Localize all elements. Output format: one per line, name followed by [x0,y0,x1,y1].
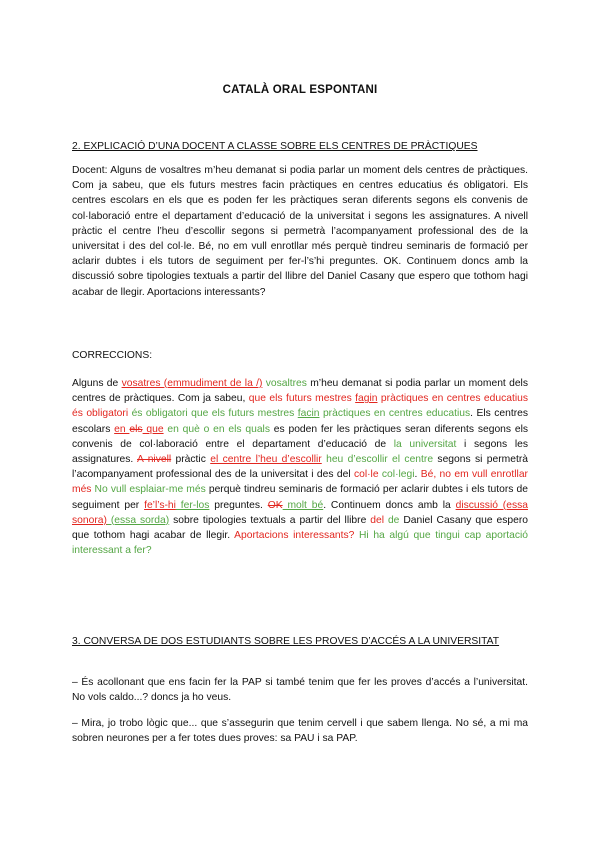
corr-fix: heu d’escollir el centre [321,454,434,466]
corr-error: el centre l’heu d’escollir [210,454,322,466]
corr-fix: vosaltres [262,378,307,389]
corr-error: discussió (essa sonora) [72,499,528,526]
corr-fix: és obligatori que els futurs mestres [128,408,298,420]
corr-fix: de [384,514,400,526]
corr-fix: molt bé [282,499,324,511]
corr-fix: (essa sorda) [106,514,170,526]
section-2-paragraph: Docent: Alguns de vosaltres m’heu demanat si podia parlar un moment dels centres de pràctiques. Com ja sabeu, que els futurs mestres facin pràctiques en centres educatius és obligatori. Els centres escolars en els que es poden fer les pràctiques seran diferents segons els convenis de col·laboració entre el departament d’educació de la universitat i segons les assignatures. A nivell pràctic el centre l’heu d’escollir segons si permetrà l’acompanyament professional des de la universitat i des del col·le. Bé, no em vull enrotllar més perquè tindreu seminaris de formació per aclarir dubtes i els tutors de seguiment per fer-l’s’hi preguntes. OK. Continuem doncs amb la discussió sobre tipologies textuals a partir del llibre del Daniel Casany que espero que tothom hagi acabar de llegir. Aportacions interessants? [72,165,528,298]
corr-text: sobre tipologies textuals a partir del llibre [169,514,371,526]
corr-text: i segons les assignatures. [72,438,528,466]
corr-error: fagin [355,393,378,405]
corrections-label: CORRECCIONS: [72,350,153,361]
corr-text: preguntes. [209,499,268,511]
corr-text: . [414,469,421,481]
corr-fix: fer-los [175,499,210,511]
corr-error: del [370,514,384,526]
corr-text: segons si permetrà l’acompanyament professional des de la universitat i des del [72,454,528,481]
corr-error: col·le [353,469,379,481]
corr-error: vosatres (emmudiment de la /) [121,378,263,389]
corr-error: els [129,423,143,435]
corr-text: pràctic [171,454,211,466]
corr-error: Aportacions interessants? [234,530,355,542]
corr-error: en [114,423,130,435]
corr-text: Alguns de [72,378,122,389]
section-3-heading: 3. CONVERSA DE DOS ESTUDIANTS SOBRE LES PROVES D’ACCÉS A LA UNIVERSITAT [72,636,500,647]
corr-text: m’heu demanat si podia parlar un moment dels centres de pràctiques. Com ja sabeu, [72,378,528,405]
corr-text: perquè tindreu seminaris de formació per aclarir dubtes i els tutors de seguiment per [72,484,528,511]
corr-fix: No vull esplaiar-me més [91,484,206,496]
corr-error: OK [267,499,283,511]
dialogue-line-2: – Mira, jo trobo lògic que... que s’assegurin que tenim cervell i que sabem llenga. No sé, a mi ma sobren neurones per a fer totes dues proves: sa PAU i sa PAP. [72,718,528,745]
corr-error: que els futurs mestres [248,393,356,405]
corr-error: pràctiques en centres educatius és obligatori [72,393,528,420]
corr-error: Bé, no em vull enrotllar més [72,469,528,496]
corr-fix: pràctiques en centres educatius [319,408,471,420]
section-2-heading: 2. EXPLICACIÓ D’UNA DOCENT A CLASSE SOBRE ELS CENTRES DE PRÀCTIQUES [72,141,478,152]
corr-error: que [142,423,164,435]
corr-fix: en què o en els quals [163,423,270,435]
corr-fix: Hi ha algú que tingui cap aportació interessant a fer? [72,530,529,557]
corr-fix: la universitat [393,438,457,450]
corr-fix: facin [297,408,320,420]
corr-text: . Els centres escolars [72,408,529,435]
corrections-paragraph [72,376,528,558]
corr-text: es poden fer les pràctiques seran diferents segons els convenis de col·laboració entre el departament d’educació de [72,423,529,450]
corr-error: A nivell [137,454,172,466]
document-title: CATALÀ ORAL ESPONTANI [222,84,378,96]
corr-text: Daniel Casany que espero que tothom hagi acabar de llegir. [72,514,528,542]
dialogue-line-1: – És acollonant que ens facin fer la PAP si també tenim que fer les proves d’accés a l’universitat. No vols caldo...? doncs ja ho veus. [72,677,528,704]
corr-error: fe’l’s-hi [144,499,176,511]
corr-fix: col·legi [378,469,415,481]
corr-text: . Continuem doncs amb la [323,499,456,511]
